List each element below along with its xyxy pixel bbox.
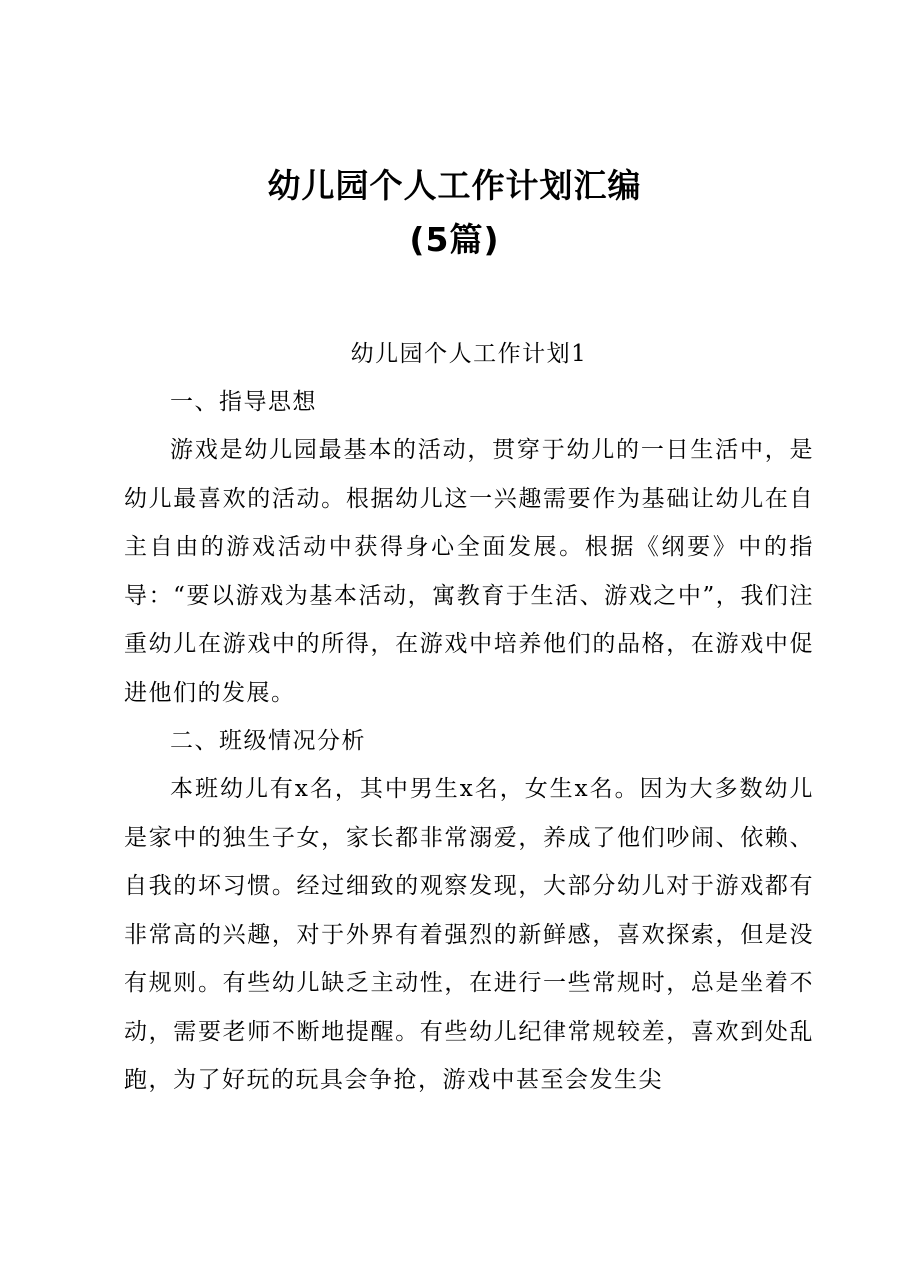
section-heading-guiding-ideology: 一、指导思想 — [170, 389, 317, 415]
paragraph-guiding-ideology: 游戏是幼儿园最基本的活动，贯穿于幼儿的一日生活中，是幼儿最喜欢的活动。根据幼儿这一兴趣需要作为基础让幼儿在自主自由的游戏活动中获得身心全面发展。根据《纲要》中的指导：“要以游戏为基本活动，寓教育于生活、游戏之中”，我们注重幼儿在游戏中的所得，在游戏中培养他们的品格，在游戏中促进他们的发展。 — [124, 437, 814, 706]
document-body — [124, 330, 814, 1105]
section-heading-class-analysis: 二、班级情况分析 — [170, 728, 366, 754]
document-title: 幼儿园个人工作计划汇编 — [267, 166, 642, 205]
document-count-label: (5篇) — [409, 220, 500, 259]
paragraph-class-analysis: 本班幼儿有x名，其中男生x名，女生x名。因为大多数幼儿是家中的独生子女，家长都非常溺爱，养成了他们吵闹、依赖、自我的坏习惯。经过细致的观察发现，大部分幼儿对于游戏都有非常高的兴趣，对于外界有着强烈的新鲜感，喜欢探索，但是没有规则。有些幼儿缺乏主动性，在进行一些常规时，总是坐着不动，需要老师不断地提醒。有些幼儿纪律常规较差，喜欢到处乱跑，为了好玩的玩具会争抢，游戏中甚至会发生尖 — [124, 776, 814, 1093]
section-subtitle: 幼儿园个人工作计划1 — [350, 341, 588, 367]
